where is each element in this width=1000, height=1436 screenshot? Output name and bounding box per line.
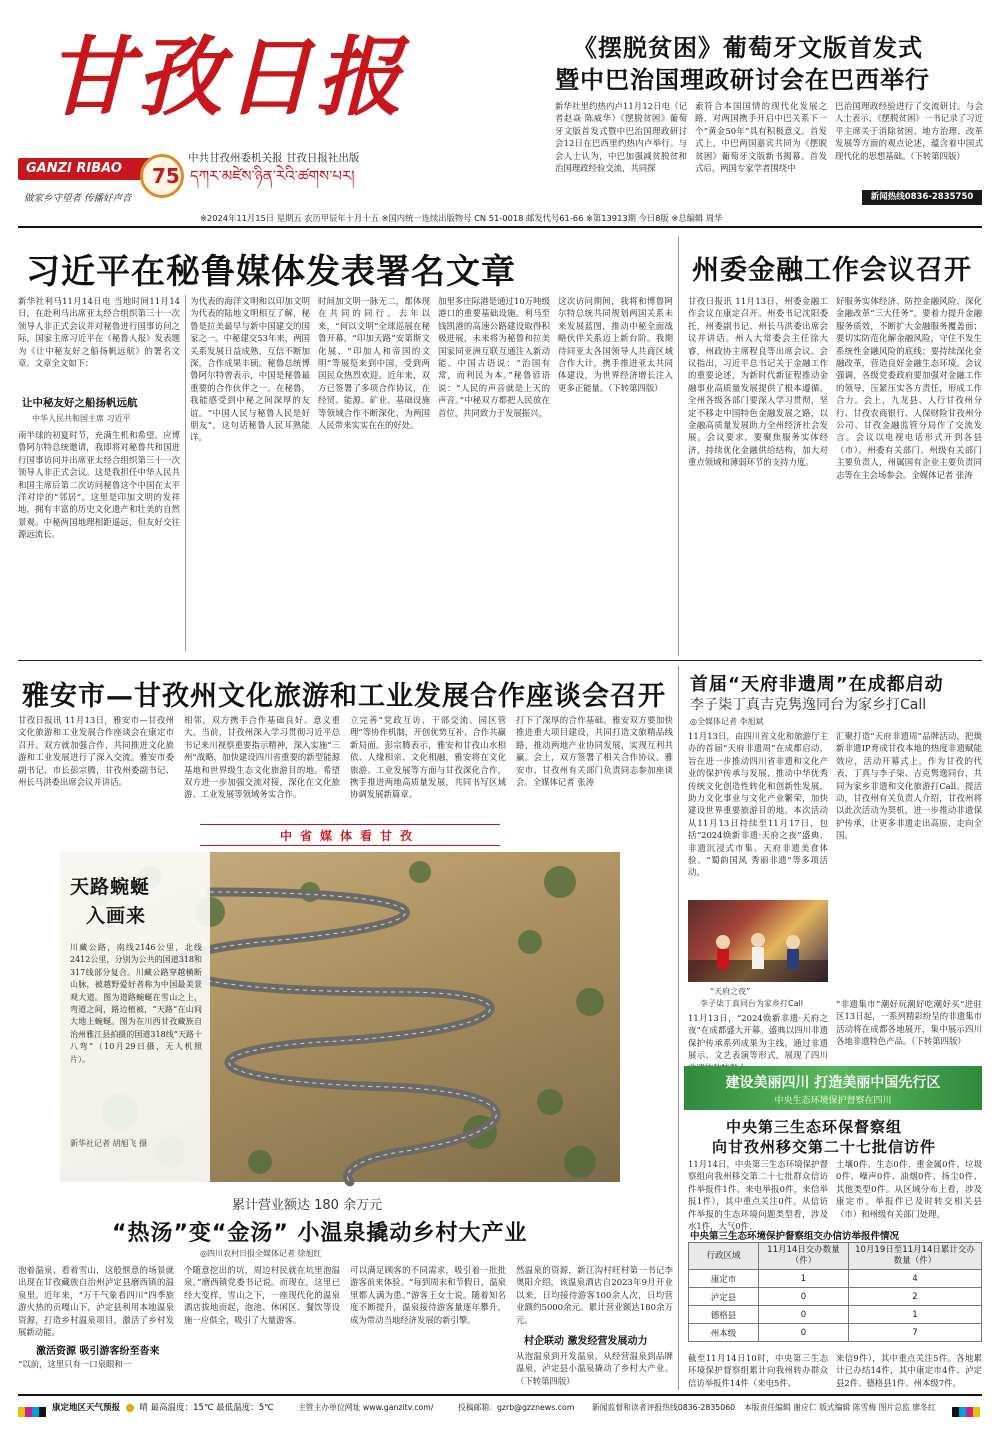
xi-subhead: 让中秘友好之船扬帆远航: [22, 397, 138, 409]
heritage-col-1: 11月13日，由四川省文化和旅游厅主办的首届“天府非遗周”在成都启动，旨在进一步推动四川省非遗和文化产业的保护传承与发展，推动中华优秀传统文化创造性转化和创新性发展，助力文化事业与文化产业繁荣，加快建设世界重要旅游目的地。本次活动从11月13日持续至11月17日，包括“2024焕新非遗·天府之夜”盛典、非遗沉浸式市集、天府非遗美食体验、“蜀韵国风 秀丽非遗”等多项活动。: [688, 731, 828, 878]
feature-title-2: 入画来: [86, 905, 147, 927]
env-table: [688, 1242, 982, 1342]
table-header: 10月19日至11月14日累计交办数量（件）: [849, 1243, 982, 1270]
env-foot-2: 来信9件），其中重点关注5件。各地累计已办结14件，其中康定市4件、泸定县2件、德格县1件、州本级7件。: [836, 1353, 982, 1388]
hotline-badge: [862, 190, 982, 205]
finance-col-2: 好服务实体经济、防控金融风险、深化金融改革“三大任务”。要着力提升金融服务质效，不断扩大金融服务覆盖面；要切实防范化解金融风险，守住不发生系统性金融风险的底线；要持续深化金融改革，营造良好金融生态环境。会议强调，各级党委政府要加强对金融工作的领导，压紧压实各方责任，形成工作合力。会上，九龙县、人行甘孜州分行、甘孜农商银行、人保财险甘孜州分公司、甘孜金融监管分局作了交流发言。会议以电视电话形式开到各县（市）。州委有关部门、州级有关部门主要负责人，州属国有企业主要负责同志等在主会场参会。全媒体记者 张涛: [836, 296, 982, 480]
feature-caption: 川藏公路，南线2146公里，北线2412公里，分别为公共的国道318和317线部分复合。川藏公路穿越横断山脉，被越野爱好者称为中国最美景观大道。图为道路蜿蜒在雪山之上，弯道之间，路边植被，“天路”在山间大地上蜿蜒。图为在川西甘孜藏族自治州雅江县拍摄的国道318线“天路十八弯”（10月29日摄，无人机照片）。: [70, 943, 202, 1064]
spring-subhead: 激活资源 吸引游客纷至沓来: [36, 1346, 160, 1357]
heritage-col-4: “非遗集市”潮好玩潮好吃潮好买“进驻区13日起，一系列精彩纷呈的非遗集市活动将在成都各地展开，集中展示四川各地非遗特色产品。（下转第四版）: [836, 999, 982, 1047]
feature-title-1: 天路蜿蜒: [70, 876, 151, 898]
footer-editors: 本版责任编辑 谢应仁 版式编辑 陈雪梅 图片总监 廖冬红: [744, 1403, 936, 1412]
spring-col-1: 泡着温泉、看着雪山，这般惬意的场景就出现在甘孜藏族自治州泸定县磨西镇的温泉里。近年来，“万千气象看四川”四季旅游火热的贡嘎山下，泸定县利用本地温泉资源，打造乡村温泉项目，激活了乡村发展新动能。: [18, 1265, 174, 1338]
yaan-col-1: 甘孜日报讯 11月13日，雅安市—甘孜州文化旅游和工业发展合作座谈会在康定市召开。双方就加强合作、共同推进文化旅游和工业发展进行了深入交流。雅安市委副书记、市长彭宗腾，甘孜州委副书记、州长马洪委出席会议并讲话。: [18, 715, 174, 788]
stage-illustration: [688, 900, 828, 982]
heritage-subtitle: 李子柒丁真吉克隽逸同台为家乡打Call: [690, 697, 927, 713]
yaan-col-4: 打下了深厚的合作基础。雅安双方要加快推进重大项目建设，共同打造文旅精品线路，推动两地产业协同发展，实现互利共赢。会上，双方签署了相关合作协议。雅安市、甘孜州有关部门负责同志参加座谈会。全媒体记者 张涛: [516, 715, 673, 788]
xi-col-4: 加里多庄际港是通过10万吨级港口的重要基础设施。利马至钱凯港的高速公路建设取得积极进展，未来将为秘鲁和拉美国家同亚洲互联互通注入新动能。中国古语说：“治国有常，而利民为本。”秘鲁谚语说：“人民的声音就是上天的声音。”中秘双方都把人民放在首位，共同致力于发展振兴。: [438, 296, 550, 418]
xi-intro: 新华社利马11月14日电 当地时间11月14日，在赴利马出席亚太经合组织第三十一次领导人非正式会议并对秘鲁进行国事访问之际，国家主席习近平在《秘鲁人报》发表题为《让中秘友好之船扬帆远航》的署名文章。文章全文如下：: [18, 296, 180, 369]
heritage-col-2: 汇聚打造“天府非遗周”品牌活动，把焕新非遗IP育成甘孜本地的热度非遗赋能效应，活动开幕式上，作为甘孜的代表，丁真与李子柒、吉克隽逸同台，共同为家乡非遗和文化旅游打Call。提活动，甘孜州有关负责人介绍，甘孜州将以此次活动为契机，进一步推动非遗保护传承，让更多非遗走出高原、走向全国。: [836, 731, 982, 841]
feature-caption-box: [60, 852, 210, 1182]
env-headline-1: 中央第三生态环保督察组: [726, 1118, 903, 1136]
yaan-article: [18, 714, 673, 818]
pinyin-text: GANZI RIBAO: [26, 161, 122, 176]
spring-headline: “热汤”变“金汤” 小温泉撬动乡村大产业: [112, 1221, 528, 1246]
heritage-headline: 首届“天府非遗周”在成都启动: [690, 674, 944, 695]
table-cell: 0: [759, 1324, 849, 1342]
table-cell: 康定市: [689, 1270, 759, 1288]
feature-photo: [60, 852, 620, 1182]
spring-col-3: 可以满足顾客的不同需求，吸引着一批批游客前来体验。“每到周末和节假日，温泉里都人满为患。”游客王女士说。随着知名度不断提升，温泉接待游客量逐年攀升，成为带动当地经济发展的新引擎。: [350, 1265, 506, 1325]
xi-col-1: 南半球的初夏时节，充满生机和希望。应博鲁阿尔特总统邀请，我即将对秘鲁共和国进行国事访问并出席亚太经合组织第三十一次领导人非正式会议。这是我担任中华人民共和国主席后第二次访问秘鲁这个中国在太平洋对岸的“邻居”。这里是印加文明的发祥地，拥有丰富的历史文化遗产和壮美的自然景观。中秘两国地理相距遥远，但友好交往源远流长。: [18, 430, 180, 540]
top-right-col-3: 巴治国理政经验进行了交流研讨。与会人士表示，《摆脱贫困》一书记录了习近平主席关于消除贫困、地方治理、改革发展等方面的观点论述，蕴含着中国式现代化的思想基础。（下转第四版）: [835, 101, 983, 161]
xi-headline: 习近平在秘鲁媒体发表署名文章: [26, 252, 516, 292]
spring-col-4: 然温泉的资源，新江沟村旺村第一书记李奥阳介绍，该温泉酒店自2023年9月开业以来，日均接待游客100余人次，日均营业额约5000余元。累计营业额达180余万元。: [516, 1265, 673, 1325]
xi-col-3: 时间加文明一脉无二，都体现在共同的同行。去年以来，“何以文明”全球巡展在秘鲁开幕，“印加天路”安第斯文化展、“印加人和帝国的文明”等展览来到中国，受到两国民众热烈欢迎。近年来，双方已签署了多项合作协议，在经贸、能源、矿业、基础设施等领域合作不断深化，为两国人民带来实实在在的好处。: [318, 296, 430, 431]
table-row: [689, 1306, 982, 1324]
heritage-photo-caption-2: 李子柒丁真同台为家乡打Call: [700, 999, 803, 1008]
footer-bar: [18, 1394, 982, 1418]
footer-phone: 新闻监督和读者评报热线0836-2835060: [592, 1403, 736, 1412]
table-row: [689, 1324, 982, 1342]
sun-icon: [126, 1404, 134, 1412]
newspaper-logo: 甘孜日报: [46, 27, 406, 128]
heritage-col-3: 11月13日，“2024焕新非遗·天府之夜”在成都盛大开幕。盛典以四川非遗保护传承系列成果为主线，通过非遗展示、文艺表演等形式，展现了四川: [688, 1013, 828, 1061]
table-header: 11月14日交办数量（件）: [759, 1243, 849, 1270]
feature-section-label: [200, 824, 500, 846]
env-banner-sub: 中央生态环境保护督察在四川: [774, 1096, 892, 1106]
table-cell: 2: [849, 1288, 982, 1306]
spring-subhead-2: 村企联动 激发经营发展动力: [524, 1336, 648, 1347]
yaan-col-2: 相邻，双方携手合作基础良好、意义重大。当前，甘孜州深入学习贯彻习近平总书记来川视察重要指示精神，深入实施“三州”战略，加快建设四川省重要的新型能源基地和世界级生态文化旅游目的地。希望双方进一步加强交流对接，深化在文化旅游、工业发展等领域务实合作。: [184, 715, 340, 800]
table-row: [689, 1270, 982, 1288]
table-cell: 泸定县: [689, 1288, 759, 1306]
spring-byline: ◎四川农村日报全媒体记者 徐旭红: [200, 1249, 322, 1258]
xi-col-5: 这次访问期间，我将和博鲁阿尔特总统共同规划两国关系未来发展蓝图，推动中秘全面战略伙伴关系迈上新台阶。我期待同亚太各国领导人共商区域合作大计，携手推进亚太共同体建设，为世界经济增长注入更多正能量。（下转第四版）: [558, 296, 673, 393]
feature-section-text: 中省媒体看甘孜: [279, 829, 420, 843]
spring-kicker: 累计营业额达 180 余万元: [232, 1198, 383, 1213]
color-swatches-right: [952, 1402, 982, 1412]
anniversary-emblem: 75: [140, 154, 184, 198]
sponsor-line: 中共甘孜州委机关报 甘孜日报社出版: [188, 152, 360, 164]
finance-col-1: 甘孜日报讯 11月13日，州委金融工作会议在康定召开。州委书记沈阳委托，州委副书记、州长马洪委出席会议并讲话。州人大常委会主任徐大睿，州政协主席程良等出席会议。会议指出，习近平总书记关于金融工作的重要论述，为新时代新征程推动金融事业高质量发展提供了根本遵循。全州各级各部门要深入学习贯彻，坚定不移走中国特色金融发展之路，以金融高质量发展助力全州经济社会发展。会议要求，要聚焦服务实体经济，持续优化金融供给结构，加大对重点领域和薄弱环节的支持力度。: [688, 296, 828, 468]
weather-text: 晴 最高温度：15℃ 最低温度：5℃: [139, 1403, 274, 1413]
env-banner-title: 建设美丽四川 打造美丽中国先行区: [725, 1075, 941, 1091]
footer-website: 主管主办单位网址 www.ganzitv.com/: [298, 1403, 434, 1412]
top-right-col-2: 索符合本国国情的现代化发展之路，对两国携手开启中巴关系下一个“黄金50年”具有积极意义。首发式上，中巴两国嘉宾共同为《摆脱贫困》葡萄牙文版新书揭幕。首发式后，两国专家学者围绕中: [695, 101, 827, 174]
spring-col-2: 个随意挖出的坑，周边村民就在坑里泡温泉。”磨西镇党委书记说。而现在，这里已经大变样，雪山之下，一座现代化的温泉酒店拔地而起，泡池、休闲区、餐饮等设施一应俱全，吸引了大量游客。: [184, 1265, 340, 1325]
env-headline-2: 向甘孜州移交第二十七批信访件: [712, 1138, 937, 1156]
tibetan-title: དཀར་མཛེས་ཉིན་རེའི་ཚགས་པར།: [190, 167, 355, 185]
yaan-col-3: 立完善“党政互访、干部交流、园区管理”等协作机制，开创优势互补、合作共赢新局面。彭宗腾表示，雅安和甘孜山水相依、人缘相亲、文化相融，雅安将在文化旅游、工业发展等方面与甘孜深化合作，携手推进两地高质量发展，共同书写区域协调发展新篇章。: [350, 715, 506, 800]
heritage-byline: ◎全媒体记者 李旭斌: [690, 717, 764, 726]
env-col-1: 11月14日，中央第三生态环境保护督察组向我州移交第二十七批群众信访件举报件1件，来电举报0件，来信举报1件），其中重点关注0件。从信访件举报的生态环境问题类型看，涉及水1件，大气0件、: [688, 1159, 828, 1232]
hotline-text: 新闻热线0836-2835750: [870, 192, 974, 202]
color-swatches: [18, 1402, 46, 1412]
env-col-2: 土壤0件、生态0件、重金属0件、垃圾0件、噪声0件、油烟0件、扬尘0件、其他类型0件。从区域分布上看，涉及康定市。举报件已及时转交相关县（市）和州级有关部门处理。: [836, 1159, 982, 1219]
table-cell: 州本级: [689, 1324, 759, 1342]
xi-article: [18, 295, 673, 651]
spring-col-5: 从泡温泉到开发温泉，从经营温泉到品牌温泉，泸定县小温泉撬动了乡村大产业。（下转第四版）: [516, 1351, 673, 1386]
xi-author: 中华人民共和国主席 习近平: [32, 414, 131, 423]
finance-headline: 州委金融工作会议召开: [692, 255, 972, 286]
footer-email: 投稿邮箱：gzrb@gzznews.com: [458, 1403, 575, 1412]
issue-info: ※2024年11月15日 星期五 农历甲辰年十月十五 ※国内统一连续出版物号 CN 51-0018 邮发代号61-66 ※第13913期 今日8版 ※总编辑 周华: [200, 213, 723, 223]
heritage-photo: [688, 900, 828, 982]
table-cell: 7: [849, 1324, 982, 1342]
weather-label: 康定地区天气预报: [52, 1403, 121, 1413]
table-row: [689, 1288, 982, 1306]
top-right-col-1: 新华社里约热内卢11月12日电（记者赵焱 陈威华）《摆脱贫困》葡萄牙文版首发式暨中巴治国理政研讨会12日在巴西里约热内卢举行。与会人士认为，中巴加强减贫脱贫和治国理政经验交流，共同探: [555, 101, 687, 174]
spring-col-1b: “以前，这里只有一口泉眼和一: [18, 1359, 132, 1369]
env-foot-1: 截至11月14日10时，中央第三生态环境保护督察组累计向我州转办群众信访举报件14件（来电5件、: [688, 1353, 828, 1388]
xi-col-2: 为代表的海洋文明和以印加文明为代表的陆地文明相互了解，秘鲁是拉美最早与新中国建交的国家之一。中秘建交53年来，两国关系发展日益成熟，互信不断加深，合作成果丰硕。秘鲁总统博鲁阿尔特曾表示，中国是秘鲁最重要的合作伙伴之一。在秘鲁，我能感受到中秘之间深厚的友谊。“中国人民与秘鲁人民是好朋友”，这句话秘鲁人民耳熟能详。: [190, 296, 310, 443]
table-header: 行政区域: [689, 1243, 759, 1270]
heritage-photo-caption-1: “天府之夜”: [710, 987, 751, 996]
env-banner: [684, 1066, 982, 1110]
table-cell: 0: [759, 1306, 849, 1324]
table-cell: 0: [759, 1288, 849, 1306]
slogan: 做家乡守望者 传播好声音: [24, 193, 132, 204]
table-cell: 1: [849, 1306, 982, 1324]
table-cell: 4: [849, 1270, 982, 1288]
env-table-title: 中央第三生态环境保护督察组交办信访举报件情况: [690, 1231, 900, 1242]
top-right-headline-1: 《摆脱贫困》葡萄牙文版首发式: [573, 34, 923, 62]
table-cell: 1: [759, 1270, 849, 1288]
top-right-headline-2: 暨中巴治国理政研讨会在巴西举行: [555, 66, 930, 94]
spring-article: [18, 1264, 673, 1384]
yaan-headline: 雅安市—甘孜州文化旅游和工业发展合作座谈会召开: [22, 681, 666, 712]
top-right-article: [555, 28, 983, 178]
table-cell: 德格县: [689, 1306, 759, 1324]
feature-credit: 新华社记者 胡旭飞 摄: [70, 1139, 148, 1148]
